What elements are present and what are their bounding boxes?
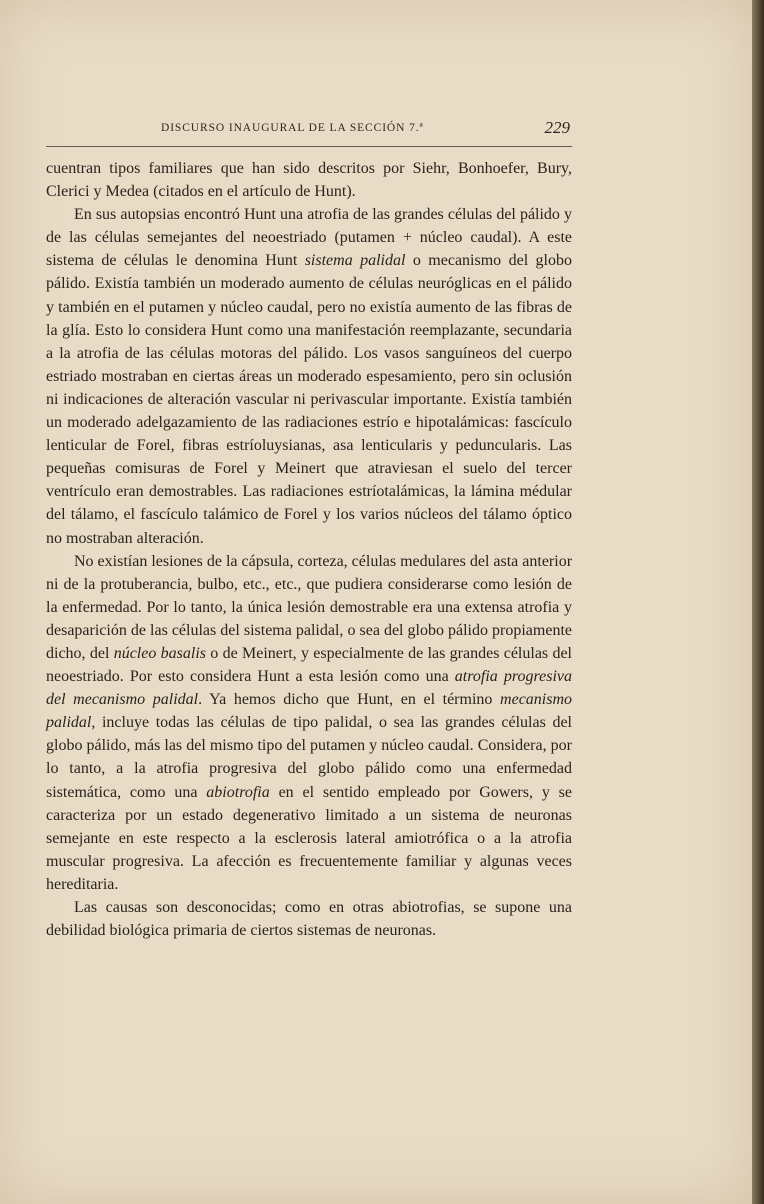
text-run: . Ya hemos dicho que Hunt, en el término — [198, 691, 501, 709]
running-header-title: DISCURSO INAUGURAL DE LA SECCIÓN 7.ª — [161, 122, 424, 134]
running-header — [46, 118, 572, 144]
italic-term: mecanismo palidal — [46, 691, 573, 732]
italic-term: sistema palidal — [304, 252, 406, 270]
header-rule — [46, 146, 572, 147]
text-run: En sus autopsias encontró Hunt una atrofia de las grandes células del pálido y de las células semejantes del neoestriado (putamen + núcleo caudal). A este sistema de células le denomina Hunt — [46, 206, 572, 270]
italic-term: núcleo basalis — [113, 644, 206, 662]
italic-term: atrofia progresiva del mecanismo palidal — [46, 668, 572, 709]
text-run: en el sentido empleado por Gowers, y se caracteriza por un estado degenerativo limitado a un sistema de neuronas semejante en este respecto a la esclerosis lateral amiotrófica o a la atrofia muscular progresiva. La afección es frecuentemente familiar y algunas veces hereditaria. — [46, 783, 573, 893]
text-run: No existían lesiones de la cápsula, corteza, células medulares del asta anterior ni de la protuberancia, bulbo, etc., etc., que pudiera considerarse como lesión de la enfermedad. Por lo tanto, la única lesión demostrable era una extensa atrofia y desaparición de las células del sistema palidal, o sea del globo pálido propiamente dicho, del — [46, 552, 573, 662]
text-run: o mecanismo del globo pálido. Existía también un moderado aumento de células neuróglicas en el pálido y también en el putamen y núcleo caudal, pero no existía aumento de las fibras de la glía. Esto lo considera Hunt como una manifestación reemplazante, secundaria a la atrofia de las células motoras del pálido. Los vasos sanguíneos del cuerpo estriado mostraban en ciertas áreas un moderado espesamiento, pero sin oclusión ni indicaciones de alteración vascular ni perivascular importante. Existía también un moderado adelgazamiento de las radiaciones estrío e hipotalámicas: fascículo lenticular de Forel, fibras estríoluysianas, asa lenticularis y peduncularis. Las pequeñas comisuras de Forel y Meinert que atraviesan el suelo del tercer ventrículo eran demostrables. Las radiaciones estríotalámicas, la lámina médular del tálamo, el fascículo talámico de Forel y los varios núcleos del tálamo óptico no mostraban alteración. — [46, 252, 572, 547]
text-run: Las causas son desconocidas; como en otras abiotrofias, se supone una debilidad biológica primaria de ciertos sistemas de neuronas. — [46, 899, 572, 940]
body-text — [46, 157, 572, 942]
text-run: , incluye todas las células de tipo palidal, o sea las grandes células del globo pálido, más las del mismo tipo del putamen y núcleo caudal. Considera, por lo tanto, a la atrofia progresiva del globo pálido como una enfermedad sistemática, como una — [46, 714, 572, 801]
page-edge — [752, 0, 764, 1204]
paragraph — [46, 157, 572, 203]
paragraph — [46, 203, 572, 549]
text-run: cuentran tipos familiares que han sido descritos por Siehr, Bonhoefer, Bury, Clerici y Medea (citados en el artículo de Hunt). — [46, 160, 572, 201]
page-number: 229 — [544, 118, 570, 137]
text-run: o de Meinert, y especialmente de las grandes células del neoestriado. Por esto considera Hunt a esta lesión como una — [46, 644, 572, 686]
italic-term: abiotrofia — [206, 783, 270, 801]
paragraph — [46, 550, 572, 896]
paragraph — [46, 896, 572, 942]
